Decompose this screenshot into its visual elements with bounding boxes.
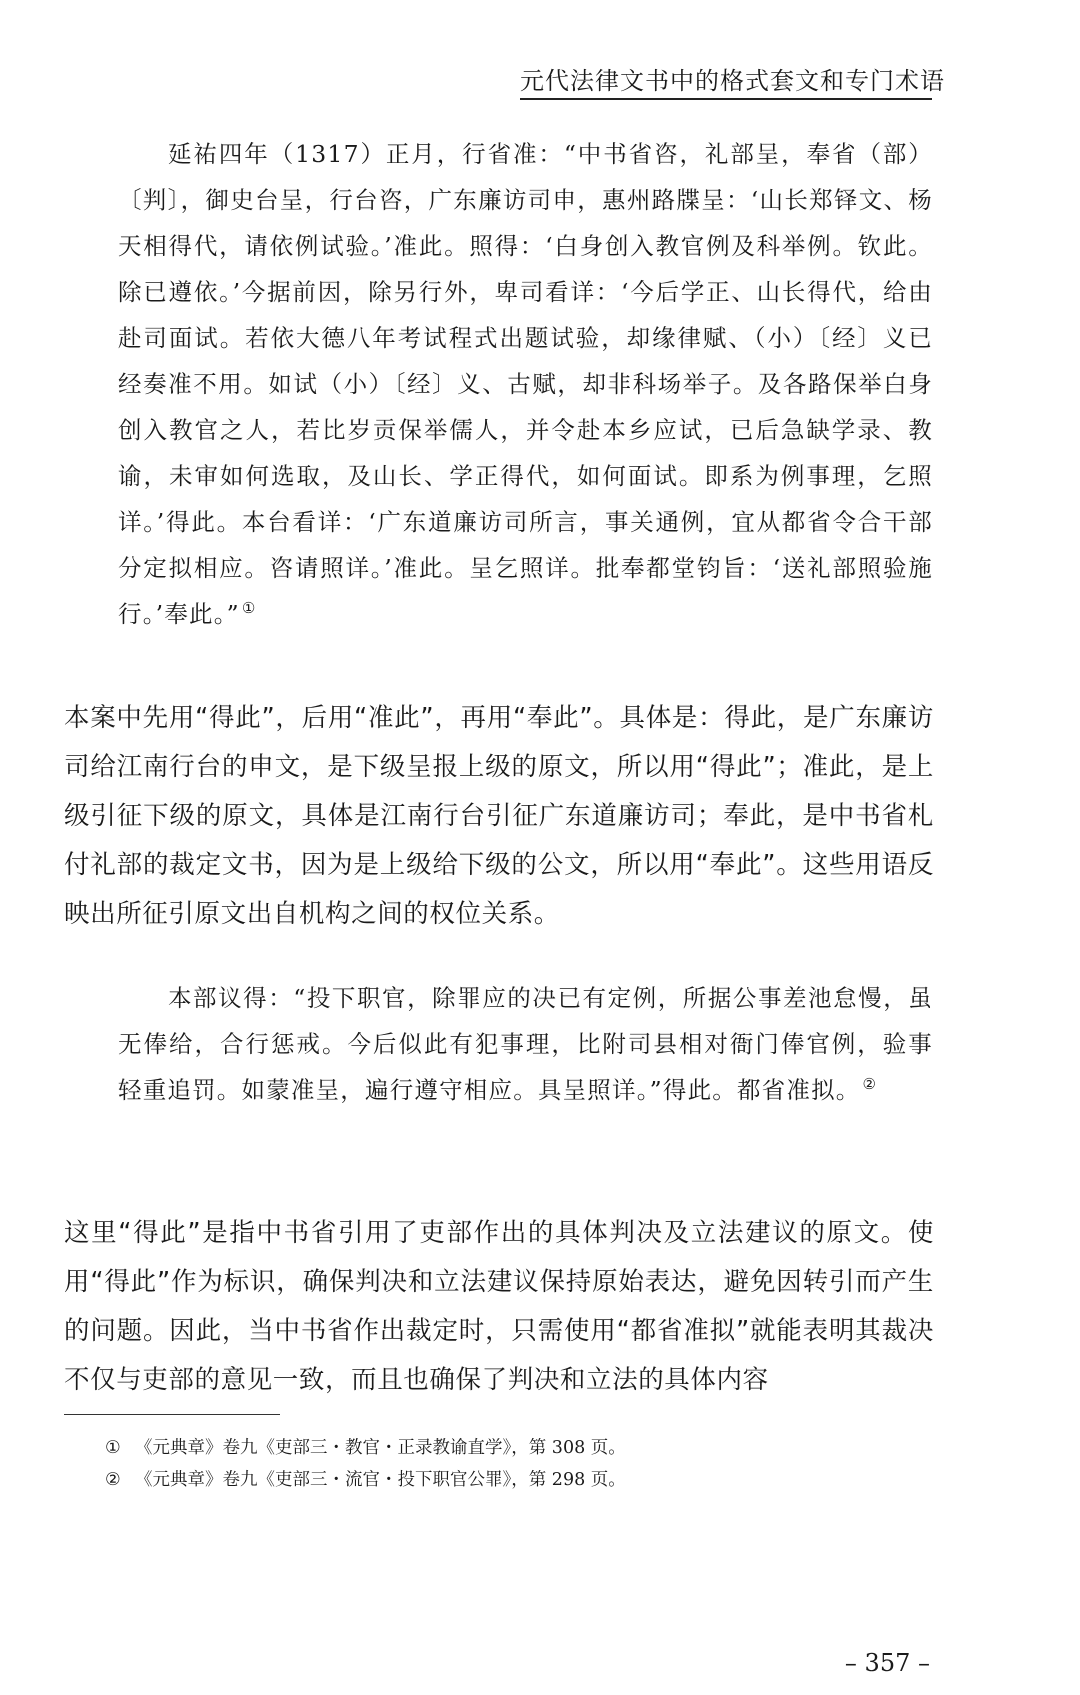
block-quote-2 xyxy=(118,975,933,1113)
footnote-2 xyxy=(105,1464,925,1496)
body-paragraph-2: 这里“得此”是指中书省引用了吏部作出的具体判决及立法建议的原文。使用“得此”作为标识，确保判决和立法建议保持原始表达，避免因转引而产生的问题。因此，当中书省作出裁定时，只需使用“都省准拟”就能表明其裁决不仅与吏部的意见一致，而且也确保了判决和立法的具体内容 xyxy=(64,1218,934,1395)
footnote-ref-1[interactable]: ① xyxy=(241,599,257,618)
page-number: – 357 – xyxy=(844,1649,930,1677)
running-header: 元代法律文书中的格式套文和专门术语 xyxy=(520,67,945,95)
footnote-1 xyxy=(105,1432,925,1464)
footnote-2-text: 《元典章》卷九《吏部三・流官・投下职官公罪》，第 298 页。 xyxy=(135,1470,626,1490)
block-quote-1 xyxy=(118,131,933,637)
footnote-1-mark: ① xyxy=(105,1438,121,1458)
footnote-2-mark: ② xyxy=(105,1470,121,1490)
quote-1-text: 延祐四年（1317）正月，行省准：“中书省咨，礼部呈，奉省（部）〔判〕，御史台呈，行台咨，广东廉访司申，惠州路牒呈：‘山长郑铎文、杨天相得代，请依例试验。’准此。照得：‘白身创入教官例及科举例。钦此。除已遵依。’今据前因，除另行外，卑司看详：‘今后学正、山长得代，给由赴司面试。若依大德八年考试程式出题试验，却缘律赋、（小）〔经〕义已经奏准不用。如试（小）〔经〕义、古赋，却非科场举子。及各路保举白身创入教官之人，若比岁贡保举儒人，并令赴本乡应试，已后急缺学录、教谕，未审如何选取，及山长、学正得代，如何面试。即系为例事理，乞照详。’得此。本台看详：‘广东道廉访司所言，事关通例，宜从都省令合干部分定拟相应。咨请照详。’准此。呈乞照详。批奉都堂钧旨：‘送礼部照验施行。’奉此。” xyxy=(118,140,933,628)
quote-2-text: 本部议得：“投下职官，除罪应的决已有定例，所据公事差池怠慢，虽无俸给，合行惩戒。今后似此有犯事理，比附司县相对衙门俸官例，验事轻重追罚。如蒙准呈，遍行遵守相应。具呈照详。”得此。都省准拟。 xyxy=(118,984,933,1104)
footnote-rule xyxy=(64,1414,280,1415)
footnote-1-text: 《元典章》卷九《吏部三・教官・正录教谕直学》，第 308 页。 xyxy=(135,1438,626,1458)
footnotes xyxy=(105,1432,925,1496)
body-paragraph-1: 本案中先用“得此”，后用“准此”，再用“奉此”。具体是：得此，是广东廉访司给江南行台的申文，是下级呈报上级的原文，所以用“得此”；准此，是上级引征下级的原文，具体是江南行台引征广东道廉访司；奉此，是中书省札付礼部的裁定文书，因为是上级给下级的公文，所以用“奉此”。这些用语反映出所征引原文出自机构之间的权位关系。 xyxy=(64,703,934,929)
header-rule xyxy=(520,98,932,100)
footnote-ref-2[interactable]: ② xyxy=(862,1075,878,1094)
